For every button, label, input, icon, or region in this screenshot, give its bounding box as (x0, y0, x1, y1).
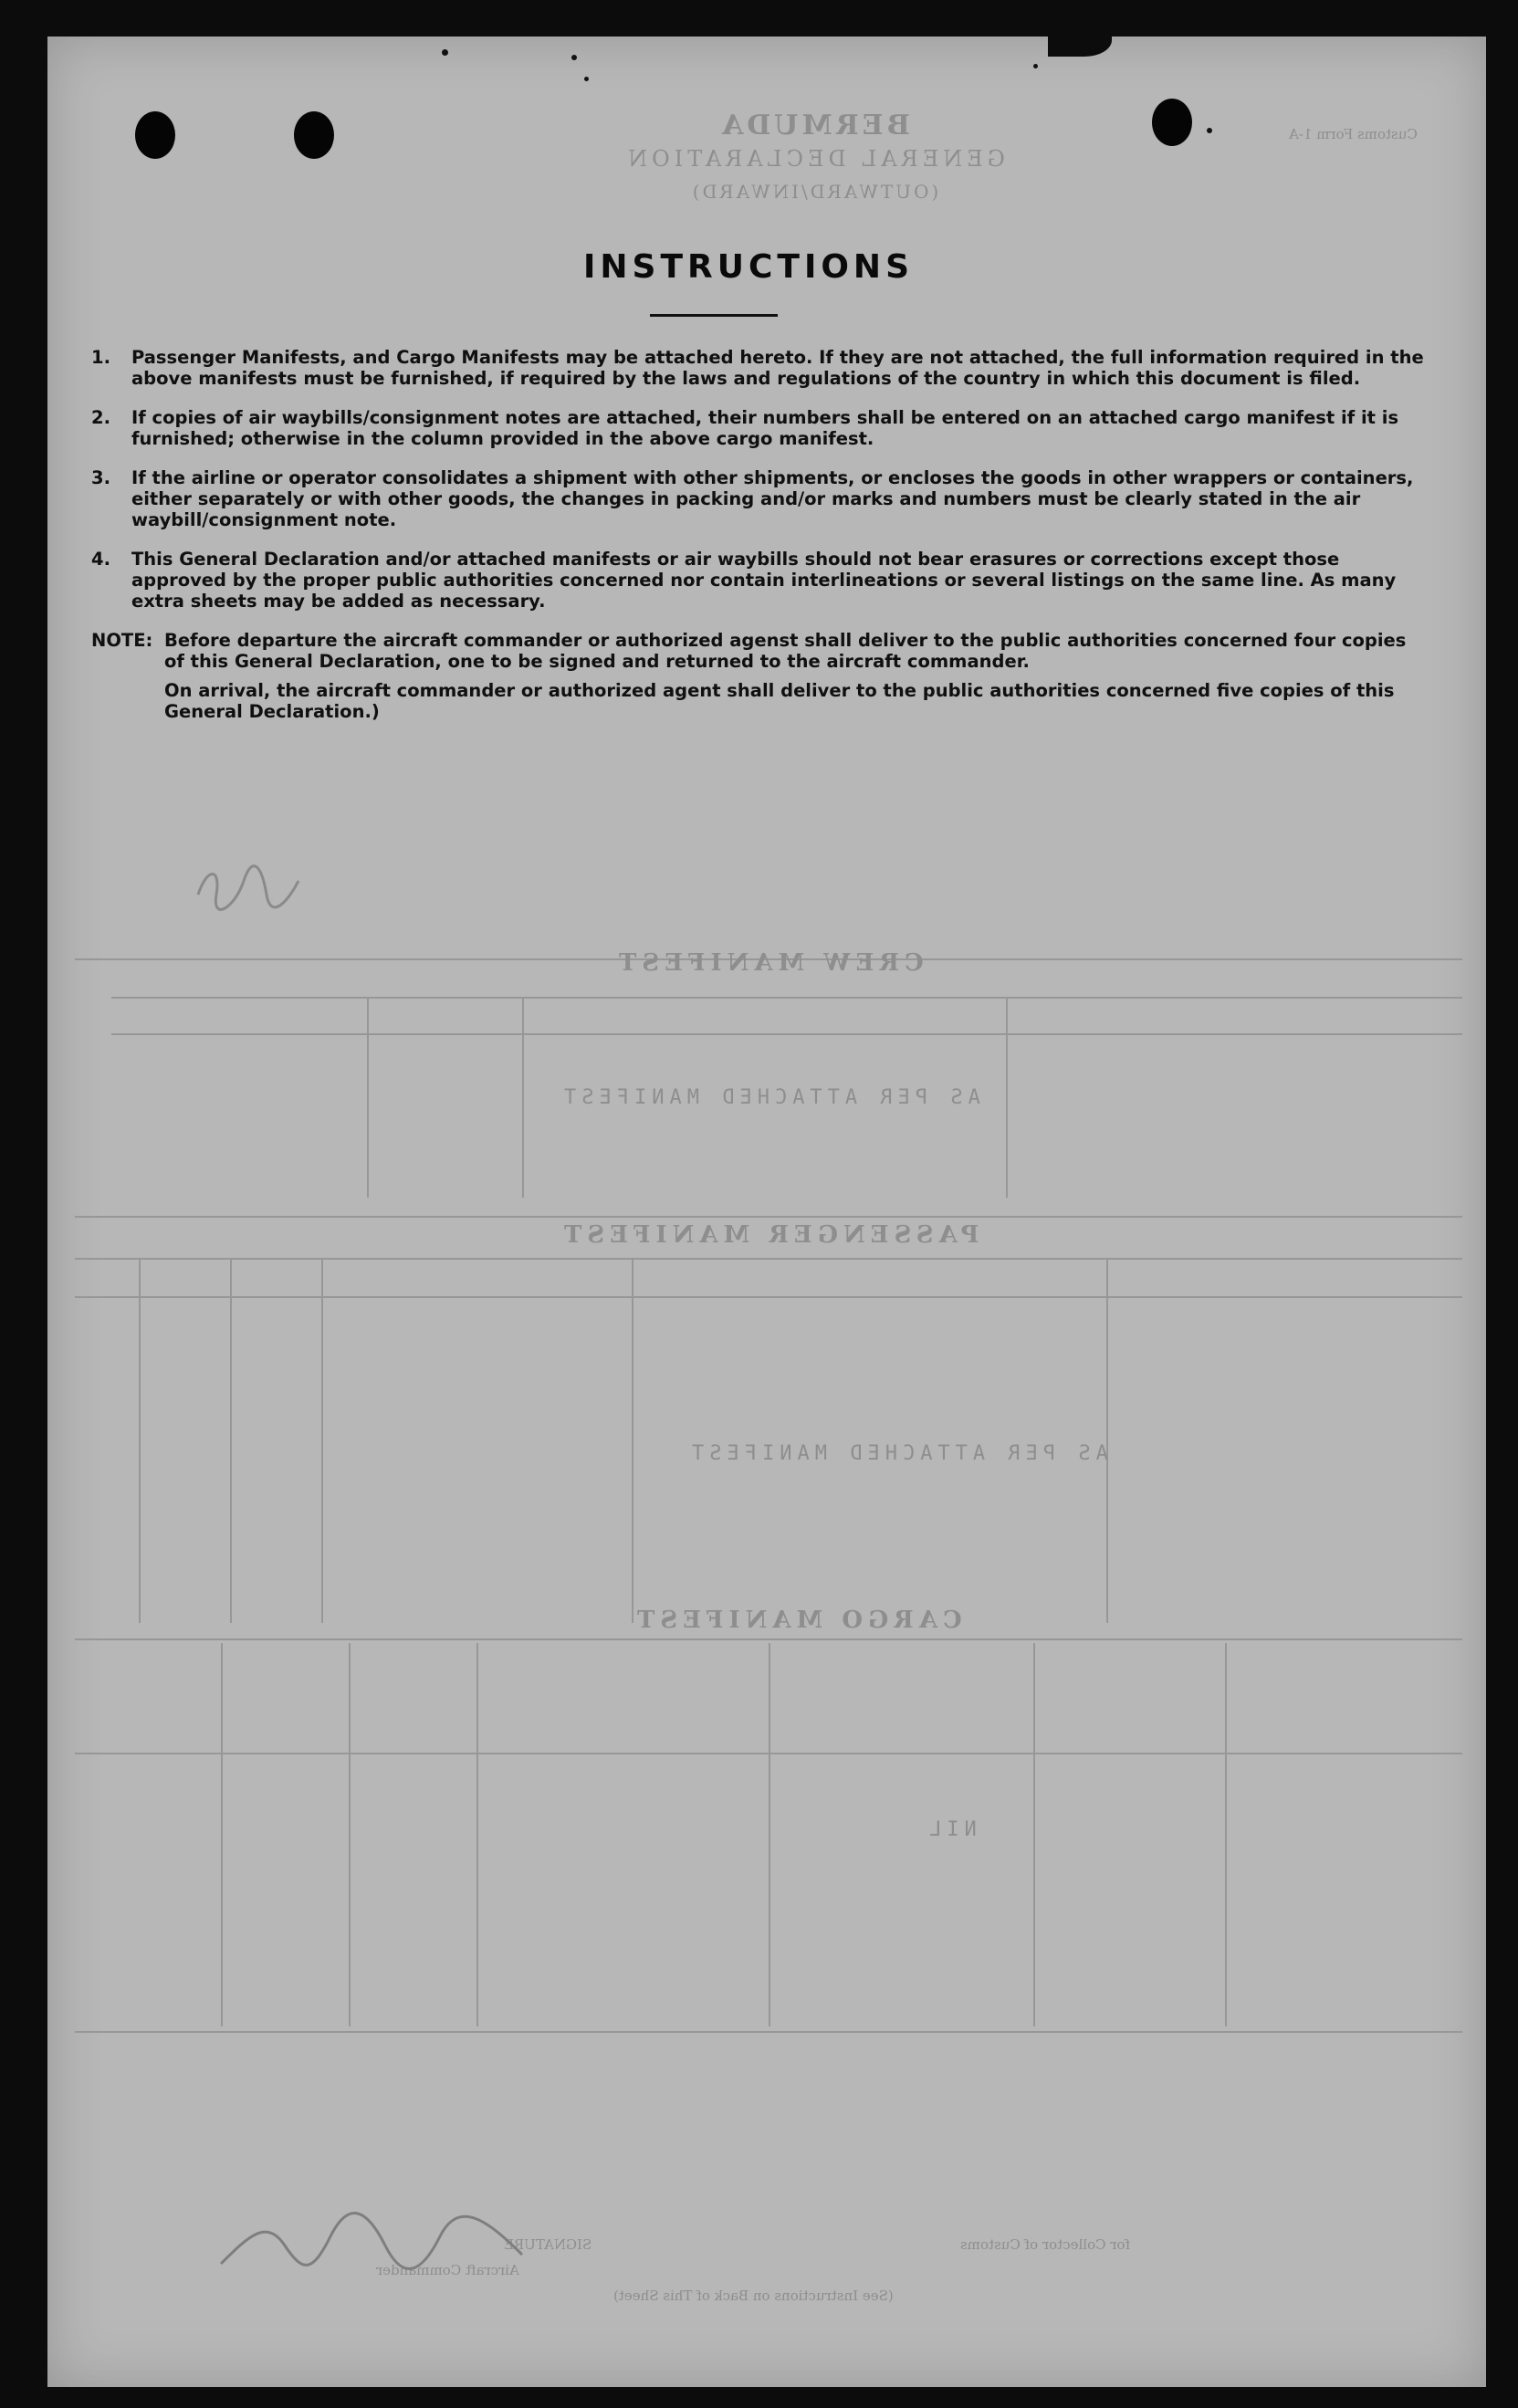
instruction-text: If the airline or operator consolidates a shipment with other shipments, or encloses the goods in other wrappers or containers, either separately or with other goods, the changes in packing and/or marks and numbers must be clearly stated in the air waybill/consignment note. (131, 467, 1414, 530)
ghost-country: BERMUDA (718, 110, 910, 141)
punch-hole-left (135, 111, 175, 159)
ghost-cargo-stamp: NIL (924, 1818, 977, 1841)
instruction-text: If copies of air waybills/consignment notes are attached, their numbers shall be entered on an attached cargo manifest if it is furnished; otherwise in the column provided in the above cargo manifest. (131, 407, 1399, 449)
heading-underline (650, 314, 778, 317)
note-block (91, 630, 1429, 730)
speck (571, 55, 577, 60)
ghost-rule (75, 1258, 1462, 1260)
ghost-form-number: Customs Form 1-A (1289, 126, 1418, 142)
ghost-column (1106, 1258, 1108, 1623)
ghost-column (522, 997, 524, 1198)
instruction-item (91, 407, 1429, 449)
speck (1033, 64, 1038, 68)
ghost-crew-manifest: CREW MANIFEST (613, 949, 924, 977)
ghost-column (1033, 1643, 1035, 2026)
instruction-number: 3. (91, 467, 110, 488)
instruction-item (91, 549, 1429, 612)
ghost-rule (111, 1033, 1462, 1035)
note-body (164, 630, 1429, 730)
instruction-number: 4. (91, 549, 110, 570)
ghost-column (321, 1258, 323, 1623)
ghost-rule (75, 2031, 1462, 2033)
ghost-column (230, 1258, 232, 1623)
handwritten-signature-faint (194, 858, 303, 913)
torn-corner (1048, 37, 1112, 57)
ghost-column (1006, 997, 1008, 1198)
instructions-heading: INSTRUCTIONS (583, 248, 914, 286)
ghost-rule (75, 1638, 1462, 1640)
form-print-code (1325, 2364, 1333, 2379)
ghost-back-instructions: (See Instructions on Back of This Sheet) (613, 2288, 894, 2304)
instruction-text: This General Declaration and/or attached manifests or air waybills should not bear erasures or corrections except those approved by the proper public authorities concerned nor contain interlineations or several listings on the same line. As many extra sheets may be added as necessary. (131, 549, 1397, 612)
instructions-list (91, 347, 1429, 730)
ghost-column (1225, 1643, 1227, 2026)
ghost-column (367, 997, 369, 1198)
ghost-rule (111, 997, 1462, 999)
speck (584, 77, 589, 81)
ghost-column (221, 1643, 223, 2026)
note-label: NOTE: (91, 630, 153, 651)
speck (1207, 128, 1212, 133)
punch-hole-mid (294, 111, 334, 159)
ghost-column (139, 1258, 141, 1623)
instruction-number: 1. (91, 347, 110, 368)
instruction-number: 2. (91, 407, 110, 428)
ghost-rule (75, 1216, 1462, 1218)
ghost-column (769, 1643, 770, 2026)
ghost-collector-line: for Collector of Customs (960, 2236, 1131, 2253)
ghost-aircraft-commander: Aircraft Commander (376, 2262, 519, 2278)
punch-hole-right (1152, 99, 1192, 146)
note-paragraph: On arrival, the aircraft commander or authorized agent shall deliver to the public authorities concerned five copies of this General Declaration.) (164, 680, 1395, 722)
ghost-passenger-stamp: AS PER ATTACHED MANIFEST (686, 1442, 1108, 1465)
instruction-item (91, 347, 1429, 389)
note-paragraph: Before departure the aircraft commander or authorized agenst shall deliver to the public authorities concerned four copies of this General Declaration, one to be signed and returned to the aircraft commander. (164, 630, 1407, 672)
ghost-signature-label: SIGNATURE (504, 2236, 592, 2253)
ghost-title: GENERAL DECLARATION (623, 146, 1005, 172)
handwritten-signature-commander (212, 2200, 540, 2282)
ghost-column (349, 1643, 351, 2026)
ghost-passenger-manifest: PASSENGER MANIFEST (559, 1221, 979, 1249)
ghost-cargo-manifest: CARGO MANIFEST (632, 1607, 962, 1634)
ghost-rule (75, 1296, 1462, 1298)
ghost-direction: (OUTWARD/INWARD) (689, 181, 939, 203)
ghost-column (632, 1258, 633, 1623)
instruction-item (91, 467, 1429, 530)
speck (442, 49, 448, 56)
instruction-text: Passenger Manifests, and Cargo Manifests may be attached hereto. If they are not attached, the full information required in the above manifests must be furnished, if required by the laws and regulations of the country in which this document is filed. (131, 347, 1424, 389)
ghost-column (476, 1643, 478, 2026)
ghost-crew-stamp: AS PER ATTACHED MANIFEST (559, 1086, 980, 1109)
